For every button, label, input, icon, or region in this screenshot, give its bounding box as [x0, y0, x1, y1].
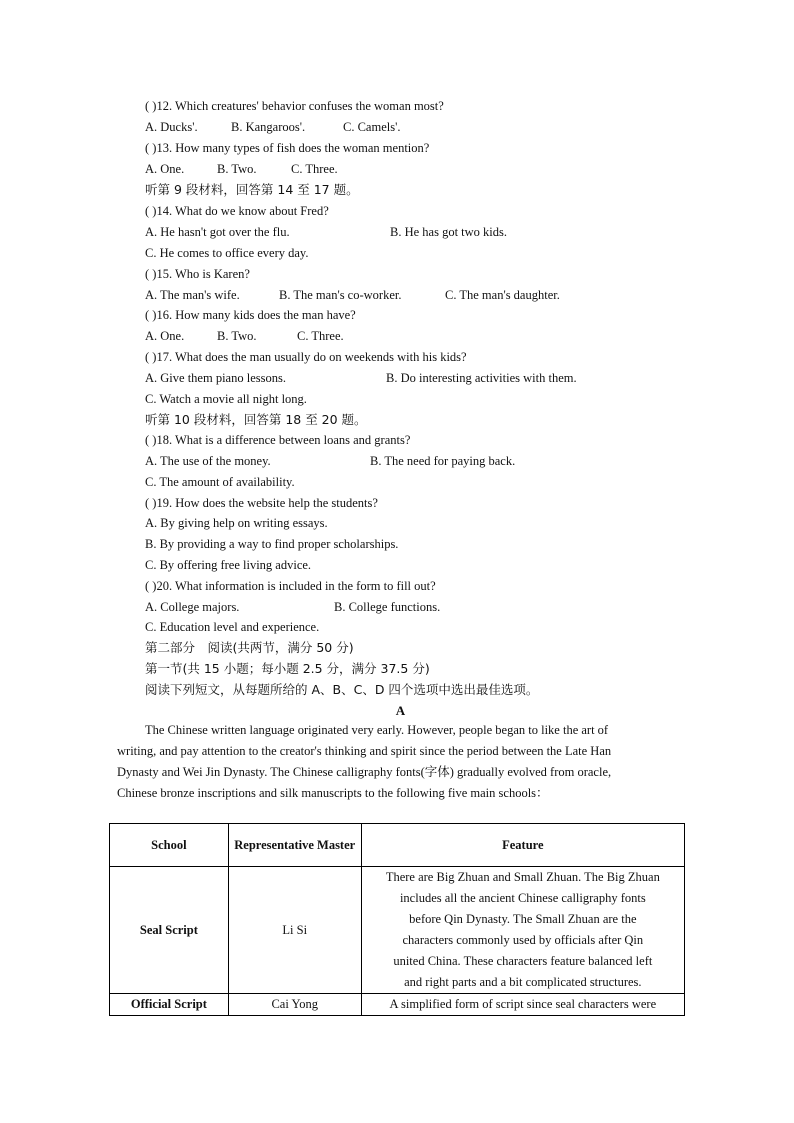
- question-15-options: [145, 287, 645, 303]
- option-a: A. One.: [145, 162, 185, 176]
- material-9-heading: 听第 9 段材料，回答第 14 至 17 题。: [145, 182, 359, 197]
- question-19-option-b: B. By providing a way to find proper scholarships.: [145, 537, 399, 551]
- option-b: B. The man's co-worker.: [279, 288, 402, 302]
- option-b: B. The need for paying back.: [370, 454, 516, 468]
- option-c: C. Three.: [291, 162, 338, 176]
- question-12-options: [145, 119, 545, 135]
- feature-line: united China. These characters feature balanced left: [393, 954, 653, 968]
- option-a: A. College majors.: [145, 600, 240, 614]
- header-master: Representative Master: [228, 824, 361, 867]
- calligraphy-schools-table: [109, 823, 685, 1016]
- option-a: A. One.: [145, 329, 185, 343]
- master-cell: Li Si: [228, 867, 361, 994]
- header-feature: Feature: [361, 824, 684, 867]
- school-cell: Seal Script: [110, 867, 229, 994]
- question-17-option-c: C. Watch a movie all night long.: [145, 392, 307, 406]
- material-10-heading: 听第 10 段材料，回答第 18 至 20 题。: [145, 412, 367, 427]
- question-20-options: [145, 599, 645, 615]
- passage-paragraph: [117, 720, 678, 804]
- option-b: B. Do interesting activities with them.: [386, 371, 577, 385]
- feature-line: includes all the ancient Chinese calligraphy fonts: [399, 891, 646, 905]
- question-15-stem: ( )15. Who is Karen?: [145, 267, 250, 281]
- feature-line: and right parts and a bit complicated structures.: [404, 975, 642, 989]
- question-13-options: [145, 161, 545, 177]
- question-18-options: [145, 453, 645, 469]
- passage-line: The Chinese written language originated very early. However, people began to like the art of: [145, 723, 609, 737]
- option-b: B. Two.: [217, 329, 257, 343]
- section-1-heading: 第一节(共 15 小题；每小题 2.5 分，满分 37.5 分): [145, 661, 430, 676]
- option-b: B. Kangaroos'.: [231, 120, 306, 134]
- question-19-option-c: C. By offering free living advice.: [145, 558, 312, 572]
- passage-line: Dynasty and Wei Jin Dynasty. The Chinese calligraphy fonts(字体) gradually evolved from oracle,: [117, 765, 612, 779]
- option-a: A. He hasn't got over the flu.: [145, 225, 290, 239]
- question-18-option-c: C. The amount of availability.: [145, 475, 295, 489]
- question-14-stem: ( )14. What do we know about Fred?: [145, 204, 329, 218]
- feature-line: before Qin Dynasty. The Small Zhuan are the: [409, 912, 637, 926]
- option-c: C. Camels'.: [343, 120, 401, 134]
- option-b: B. He has got two kids.: [390, 225, 508, 239]
- school-cell: Official Script: [110, 994, 229, 1016]
- table-row: [110, 867, 685, 994]
- question-19-stem: ( )19. How does the website help the students?: [145, 496, 378, 510]
- option-c: C. Three.: [297, 329, 344, 343]
- question-19-option-a: A. By giving help on writing essays.: [145, 516, 328, 530]
- part-2-heading: 第二部分 阅读(共两节，满分 50 分): [145, 640, 354, 655]
- question-20-option-c: C. Education level and experience.: [145, 620, 320, 634]
- table-row: [110, 994, 685, 1016]
- question-14-option-c: C. He comes to office every day.: [145, 246, 309, 260]
- option-a: A. Ducks'.: [145, 120, 198, 134]
- question-14-options: [145, 224, 645, 240]
- option-c: C. The man's daughter.: [445, 288, 560, 302]
- passage-line: writing, and pay attention to the creator's thinking and spirit since the period between the Late Han: [117, 744, 612, 758]
- question-12-stem: ( )12. Which creatures' behavior confuses the woman most?: [145, 99, 444, 113]
- question-20-stem: ( )20. What information is included in the form to fill out?: [145, 579, 436, 593]
- question-17-stem: ( )17. What does the man usually do on weekends with his kids?: [145, 350, 467, 364]
- master-cell: Cai Yong: [228, 994, 361, 1016]
- option-a: A. The use of the money.: [145, 454, 271, 468]
- option-b: B. College functions.: [334, 600, 441, 614]
- passage-label: A: [395, 703, 406, 718]
- option-a: A. The man's wife.: [145, 288, 240, 302]
- feature-cell: [361, 867, 684, 994]
- question-13-stem: ( )13. How many types of fish does the woman mention?: [145, 141, 430, 155]
- question-18-stem: ( )18. What is a difference between loans and grants?: [145, 433, 411, 447]
- option-a: A. Give them piano lessons.: [145, 371, 286, 385]
- feature-line: There are Big Zhuan and Small Zhuan. The Big Zhuan: [385, 870, 660, 884]
- question-17-options: [145, 370, 645, 386]
- question-16-stem: ( )16. How many kids does the man have?: [145, 308, 356, 322]
- option-b: B. Two.: [217, 162, 257, 176]
- question-16-options: [145, 328, 545, 344]
- passage-line: Chinese bronze inscriptions and silk manuscripts to the following five main schools：: [117, 786, 549, 800]
- feature-cell: [361, 994, 684, 1016]
- reading-instruction: 阅读下列短文，从每题所给的 A、B、C、D 四个选项中选出最佳选项。: [145, 682, 539, 697]
- feature-line: characters commonly used by officials after Qin: [402, 933, 644, 947]
- header-school: School: [110, 824, 229, 867]
- feature-line: A simplified form of script since seal characters were: [389, 997, 657, 1011]
- table-header-row: [110, 824, 685, 867]
